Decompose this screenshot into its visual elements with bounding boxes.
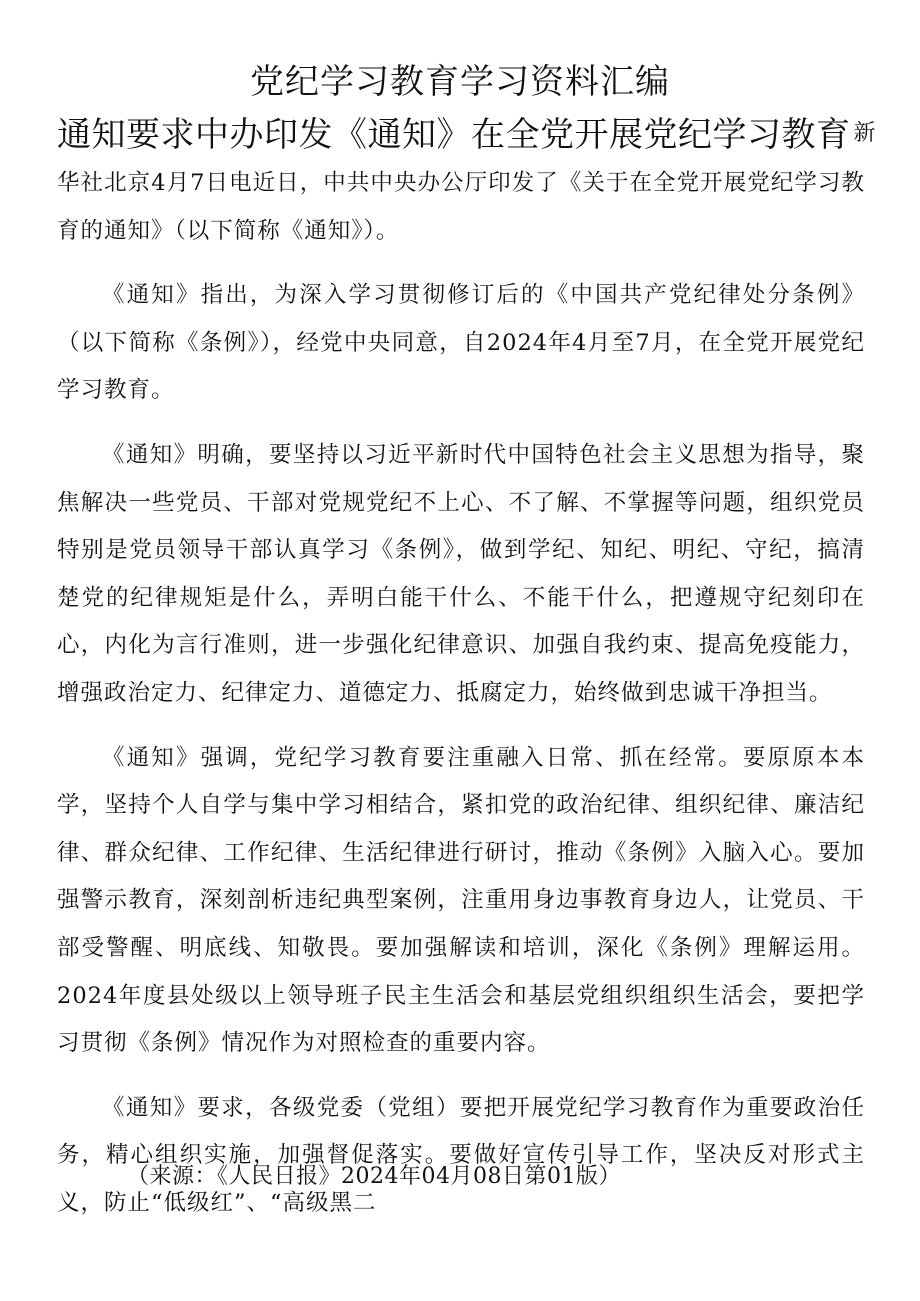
paragraph-lead: 华社北京4月7日电近日，中共中央办公厅印发了《关于在全党开展党纪学习教育的通知》（以下简称《通知》）。 (57, 170, 865, 244)
paragraph: 《通知》要求，各级党委（党组）要把开展党纪学习教育作为重要政治任务，精心组织实施，加强督促落实。要做好宣传引导工作，坚决反对形式主义，防止“低级红”、“高级黑二 (57, 1094, 865, 1216)
document-title: 党纪学习教育学习资料汇编 (250, 62, 670, 102)
source-citation: （来源：《人民日报》2024年04月08日第01版） (127, 1164, 621, 1189)
lead-first-character: 新 (853, 121, 877, 146)
article-body (57, 160, 865, 1227)
article-headline: 通知要求中办印发《通知》在全党开展党纪学习教育 (57, 115, 851, 155)
subtitle-line (57, 108, 877, 160)
paragraph: 《通知》明确，要坚持以习近平新时代中国特色社会主义思想为指导，聚焦解决一些党员、干部对党规党纪不上心、不了解、不掌握等问题，组织党员特别是党员领导干部认真学习《条例》，做到学纪、知纪、明纪、守纪，搞清楚党的纪律规矩是什么，弄明白能干什么、不能干什么，把遵规守纪刻印在心，内化为言行准则，进一步强化纪律意识、加强自我约束、提高免疫能力，增强政治定力、纪律定力、道德定力、抵腐定力，始终做到忠诚干净担当。 (57, 441, 865, 706)
paragraph: 《通知》强调，党纪学习教育要注重融入日常、抓在经常。要原原本本学，坚持个人自学与集中学习相结合，紧扣党的政治纪律、组织纪律、廉洁纪律、群众纪律、工作纪律、生活纪律进行研讨，推动《条例》入脑入心。要加强警示教育，深刻剖析违纪典型案例，注重用身边事教育身边人，让党员、干部受警醒、明底线、知敬畏。要加强解读和培训，深化《条例》理解运用。2024年度县处级以上领导班子民主生活会和基层党组织组织生活会，要把学习贯彻《条例》情况作为对照检查的重要内容。 (57, 744, 865, 1057)
paragraph: 《通知》指出，为深入学习贯彻修订后的《中国共产党纪律处分条例》（以下简称《条例》），经党中央同意，自2024年4月至7月，在全党开展党纪学习教育。 (57, 282, 865, 404)
